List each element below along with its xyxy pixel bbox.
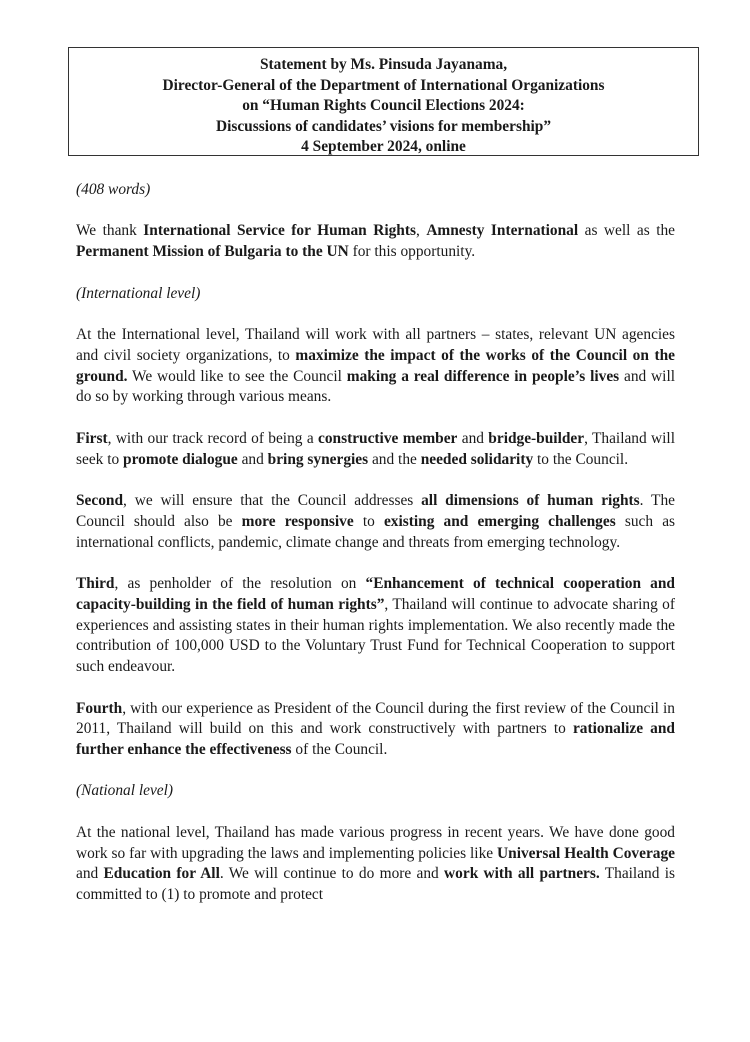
statement-body bbox=[76, 180, 675, 927]
paragraph-fourth: Fourth, with our experience as President of the Council during the first review of the Council in 2011, Thailand will build on this and work constructively with partners to rationalize and further enhance the effectiveness of the Council. bbox=[76, 699, 675, 759]
statement-title-box bbox=[68, 47, 699, 156]
title-line-position: Director-General of the Department of International Organizations bbox=[162, 76, 605, 94]
paragraph-first: First, with our track record of being a constructive member and bridge-builder, Thailand will seek to promote dialogue and bring synergies and the needed solidarity to the Council. bbox=[76, 429, 675, 468]
section-heading-national: (National level) bbox=[76, 782, 174, 800]
paragraph-national: At the national level, Thailand has made various progress in recent years. We have done good work so far with upgrading the laws and implementing policies like Universal Health Coverage and Education for All. We will continue to do more and work with all partners. Thailand is committed to (1) to promote and protect bbox=[76, 823, 675, 904]
paragraph-third: Third, as penholder of the resolution on “Enhancement of technical cooperation and capacity-building in the field of human rights”, Thailand will continue to advocate sharing of experiences and assisting states in their human rights implementation. We also recently made the contribution of 100,000 USD to the Voluntary Trust Fund for Technical Cooperation to support such endeavour. bbox=[76, 574, 675, 676]
word-count: (408 words) bbox=[76, 181, 151, 198]
title-line-event: on “Human Rights Council Elections 2024: bbox=[242, 97, 525, 115]
title-line-date: 4 September 2024, online bbox=[301, 138, 466, 156]
title-line-topic: Discussions of candidates’ visions for membership” bbox=[215, 117, 552, 135]
paragraph-international: At the International level, Thailand will work with all partners – states, relevant UN agencies and civil society organizations, to maximize the impact of the works of the Council on the ground. We would like to see the Council making a real difference in people’s lives and will do so by working through various means. bbox=[76, 325, 675, 406]
section-heading-international: (International level) bbox=[76, 284, 201, 302]
title-line-speaker: Statement by Ms. Pinsuda Jayanama, bbox=[259, 56, 508, 73]
paragraph-second: Second, we will ensure that the Council addresses all dimensions of human rights. The Council should also be more responsive to existing and emerging challenges such as international conflicts, pandemic, climate change and threats from emerging technology. bbox=[76, 491, 676, 551]
paragraph-thanks: We thank International Service for Human Rights, Amnesty International as well as the Permanent Mission of Bulgaria to the UN for this opportunity. bbox=[76, 222, 675, 261]
